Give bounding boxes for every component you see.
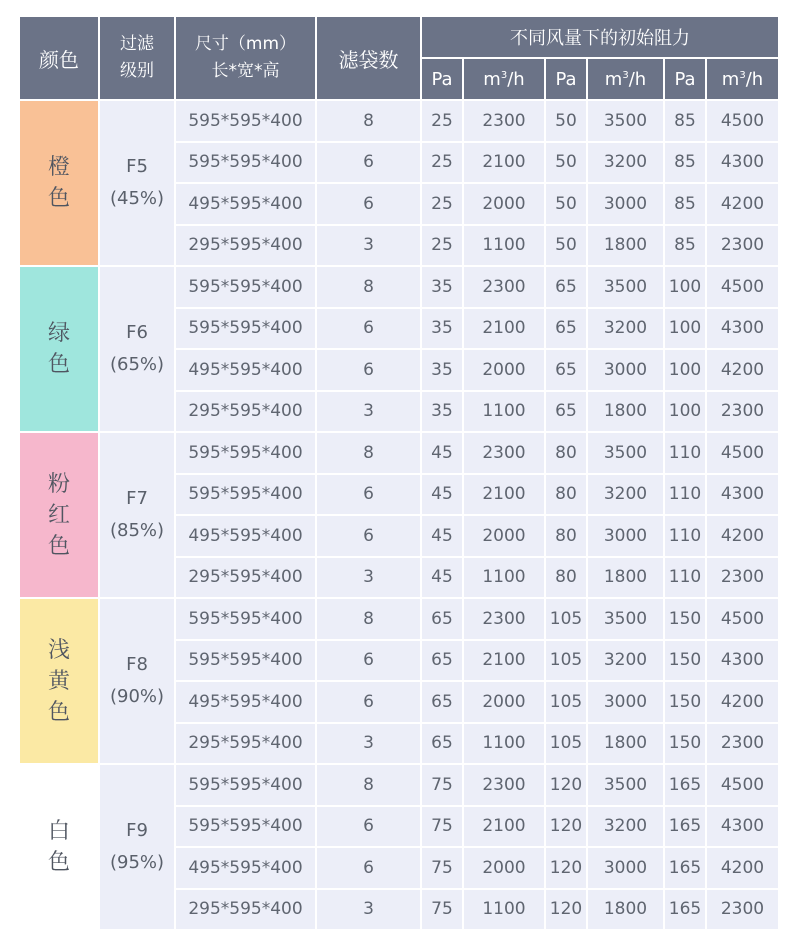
grade-name: F9 — [126, 820, 148, 841]
header-pa-1: Pa — [422, 59, 464, 101]
grade-efficiency: (95%) — [109, 852, 165, 873]
cell-pa2: 105 — [546, 641, 588, 683]
cell-size: 295*595*400 — [176, 392, 317, 434]
flow-unit-suffix: /h — [507, 68, 525, 90]
cell-bags: 6 — [317, 807, 422, 849]
color-char: 色 — [47, 352, 70, 377]
cell-f3: 4300 — [707, 143, 778, 185]
cell-f3: 4200 — [707, 848, 778, 890]
color-cell — [20, 599, 100, 765]
cell-bags: 3 — [317, 724, 422, 766]
cell-bags: 8 — [317, 599, 422, 641]
cell-pa1: 35 — [422, 309, 464, 351]
cell-f2: 3000 — [588, 184, 665, 226]
cell-bags: 6 — [317, 516, 422, 558]
cell-f2: 3500 — [588, 599, 665, 641]
color-cell — [20, 433, 100, 599]
cell-f3: 4300 — [707, 807, 778, 849]
cell-f3: 2300 — [707, 226, 778, 268]
cell-pa3: 165 — [665, 807, 707, 849]
flow-unit-sup: 3 — [622, 69, 629, 81]
cell-pa3: 100 — [665, 392, 707, 434]
cell-f1: 2300 — [464, 765, 546, 807]
cell-f2: 3200 — [588, 143, 665, 185]
table-body — [20, 101, 778, 931]
cell-f3: 4200 — [707, 184, 778, 226]
cell-pa3: 85 — [665, 226, 707, 268]
header-flow-3 — [707, 59, 778, 101]
cell-pa3: 150 — [665, 641, 707, 683]
cell-pa1: 35 — [422, 350, 464, 392]
cell-f1: 2300 — [464, 101, 546, 143]
cell-bags: 8 — [317, 267, 422, 309]
cell-f1: 2300 — [464, 267, 546, 309]
header-flow-2 — [588, 59, 665, 101]
grade-efficiency: (90%) — [109, 686, 165, 707]
flow-unit-suffix: /h — [628, 68, 647, 90]
cell-f1: 2100 — [464, 641, 546, 683]
cell-bags: 3 — [317, 226, 422, 268]
cell-size: 595*595*400 — [176, 101, 317, 143]
header-bags: 滤袋数 — [317, 17, 422, 101]
cell-pa2: 65 — [546, 350, 588, 392]
cell-pa2: 80 — [546, 475, 588, 517]
cell-f3: 4200 — [707, 682, 778, 724]
cell-pa1: 35 — [422, 392, 464, 434]
color-cell — [20, 765, 100, 931]
cell-f1: 2000 — [464, 516, 546, 558]
cell-f3: 2300 — [707, 558, 778, 600]
table-row — [20, 101, 778, 143]
cell-size: 495*595*400 — [176, 682, 317, 724]
grade-cell — [100, 267, 176, 433]
color-char: 绿 — [47, 321, 70, 346]
cell-bags: 8 — [317, 765, 422, 807]
cell-pa3: 165 — [665, 890, 707, 932]
cell-bags: 3 — [317, 890, 422, 932]
cell-pa1: 75 — [422, 807, 464, 849]
table-row — [20, 267, 778, 309]
cell-bags: 6 — [317, 309, 422, 351]
cell-f3: 4200 — [707, 516, 778, 558]
flow-unit-base: m — [721, 68, 740, 90]
cell-f2: 3500 — [588, 101, 665, 143]
cell-pa2: 120 — [546, 890, 588, 932]
cell-f3: 4300 — [707, 475, 778, 517]
flow-unit-base: m — [483, 68, 501, 90]
cell-pa3: 110 — [665, 475, 707, 517]
table-row — [20, 765, 778, 807]
cell-pa3: 110 — [665, 516, 707, 558]
cell-f2: 3200 — [588, 309, 665, 351]
color-char: 橙 — [47, 155, 70, 180]
cell-pa1: 25 — [422, 143, 464, 185]
cell-f2: 3000 — [588, 848, 665, 890]
cell-size: 295*595*400 — [176, 226, 317, 268]
flow-unit-sup: 3 — [739, 69, 746, 81]
header-grade-line1: 过滤 — [120, 34, 154, 54]
cell-pa2: 80 — [546, 516, 588, 558]
cell-size: 595*595*400 — [176, 765, 317, 807]
cell-f1: 2100 — [464, 475, 546, 517]
flow-unit-base: m — [604, 68, 623, 90]
header-pa-3: Pa — [665, 59, 707, 101]
cell-f3: 4500 — [707, 101, 778, 143]
cell-pa3: 100 — [665, 309, 707, 351]
cell-pa1: 75 — [422, 890, 464, 932]
cell-pa3: 110 — [665, 433, 707, 475]
cell-bags: 6 — [317, 641, 422, 683]
cell-f1: 2000 — [464, 184, 546, 226]
cell-f3: 4500 — [707, 267, 778, 309]
cell-size: 495*595*400 — [176, 848, 317, 890]
grade-name: F6 — [126, 322, 148, 343]
header-size — [176, 17, 317, 101]
cell-pa1: 65 — [422, 682, 464, 724]
cell-pa3: 110 — [665, 558, 707, 600]
grade-efficiency: (85%) — [109, 520, 165, 541]
cell-f2: 3200 — [588, 807, 665, 849]
cell-f3: 2300 — [707, 392, 778, 434]
header-resistance: 不同风量下的初始阻力 — [422, 17, 778, 59]
header-color: 颜色 — [20, 17, 100, 101]
cell-pa1: 35 — [422, 267, 464, 309]
cell-pa3: 150 — [665, 724, 707, 766]
cell-pa3: 165 — [665, 848, 707, 890]
cell-pa1: 75 — [422, 765, 464, 807]
color-char: 色 — [47, 186, 70, 211]
cell-pa2: 50 — [546, 226, 588, 268]
grade-cell — [100, 433, 176, 599]
cell-pa3: 85 — [665, 101, 707, 143]
cell-pa2: 105 — [546, 724, 588, 766]
cell-f2: 3000 — [588, 516, 665, 558]
cell-f2: 3500 — [588, 267, 665, 309]
header-pa-2: Pa — [546, 59, 588, 101]
cell-f1: 2100 — [464, 143, 546, 185]
cell-pa2: 65 — [546, 267, 588, 309]
table-header — [20, 17, 778, 101]
cell-pa3: 100 — [665, 267, 707, 309]
cell-size: 295*595*400 — [176, 724, 317, 766]
grade-cell — [100, 101, 176, 267]
cell-pa1: 25 — [422, 184, 464, 226]
cell-f3: 2300 — [707, 724, 778, 766]
cell-size: 495*595*400 — [176, 184, 317, 226]
table-row — [20, 433, 778, 475]
cell-pa1: 65 — [422, 641, 464, 683]
flow-unit-sup: 3 — [500, 69, 508, 81]
cell-bags: 8 — [317, 101, 422, 143]
cell-size: 595*595*400 — [176, 599, 317, 641]
cell-pa2: 120 — [546, 765, 588, 807]
cell-f1: 1100 — [464, 392, 546, 434]
grade-name: F7 — [126, 488, 148, 509]
grade-efficiency: (65%) — [109, 354, 165, 375]
flow-unit-suffix: /h — [745, 68, 764, 90]
cell-pa1: 75 — [422, 848, 464, 890]
cell-f2: 1800 — [588, 226, 665, 268]
cell-pa2: 65 — [546, 309, 588, 351]
cell-size: 495*595*400 — [176, 516, 317, 558]
cell-f1: 1100 — [464, 724, 546, 766]
cell-f2: 1800 — [588, 724, 665, 766]
cell-f1: 2000 — [464, 682, 546, 724]
header-grade — [100, 17, 176, 101]
cell-pa3: 85 — [665, 143, 707, 185]
cell-pa1: 65 — [422, 724, 464, 766]
cell-f2: 3500 — [588, 765, 665, 807]
cell-f1: 1100 — [464, 890, 546, 932]
header-grade-line2: 级别 — [120, 61, 154, 81]
header-size-line2: 长*宽*高 — [211, 61, 280, 81]
color-char: 色 — [47, 699, 70, 725]
cell-f2: 3000 — [588, 682, 665, 724]
cell-f3: 4300 — [707, 641, 778, 683]
cell-pa1: 25 — [422, 101, 464, 143]
cell-f2: 3200 — [588, 641, 665, 683]
cell-pa1: 45 — [422, 516, 464, 558]
cell-f2: 1800 — [588, 890, 665, 932]
cell-pa1: 45 — [422, 558, 464, 600]
cell-f1: 2000 — [464, 848, 546, 890]
cell-pa2: 50 — [546, 184, 588, 226]
cell-bags: 6 — [317, 475, 422, 517]
cell-f2: 3000 — [588, 350, 665, 392]
cell-f2: 3200 — [588, 475, 665, 517]
cell-f2: 3500 — [588, 433, 665, 475]
cell-f1: 2300 — [464, 599, 546, 641]
color-char: 黄 — [47, 668, 70, 694]
cell-pa2: 120 — [546, 848, 588, 890]
cell-bags: 6 — [317, 143, 422, 185]
cell-pa3: 150 — [665, 682, 707, 724]
cell-bags: 6 — [317, 682, 422, 724]
cell-size: 595*595*400 — [176, 475, 317, 517]
cell-size: 595*595*400 — [176, 433, 317, 475]
cell-f1: 2000 — [464, 350, 546, 392]
cell-f2: 1800 — [588, 558, 665, 600]
cell-size: 295*595*400 — [176, 890, 317, 932]
cell-pa1: 65 — [422, 599, 464, 641]
cell-bags: 6 — [317, 848, 422, 890]
cell-size: 495*595*400 — [176, 350, 317, 392]
table-row — [20, 599, 778, 641]
color-char: 粉 — [47, 471, 70, 497]
cell-size: 295*595*400 — [176, 558, 317, 600]
cell-size: 595*595*400 — [176, 641, 317, 683]
cell-size: 595*595*400 — [176, 807, 317, 849]
cell-f3: 4500 — [707, 765, 778, 807]
cell-pa2: 50 — [546, 101, 588, 143]
cell-pa2: 80 — [546, 433, 588, 475]
cell-pa2: 105 — [546, 682, 588, 724]
grade-cell — [100, 765, 176, 931]
cell-pa2: 120 — [546, 807, 588, 849]
cell-pa3: 150 — [665, 599, 707, 641]
color-char: 色 — [47, 533, 70, 559]
color-cell — [20, 267, 100, 433]
cell-f3: 4200 — [707, 350, 778, 392]
cell-f3: 4300 — [707, 309, 778, 351]
cell-pa1: 25 — [422, 226, 464, 268]
cell-size: 595*595*400 — [176, 309, 317, 351]
header-flow-1 — [464, 59, 546, 101]
cell-pa1: 45 — [422, 475, 464, 517]
cell-bags: 6 — [317, 184, 422, 226]
color-char: 色 — [47, 850, 70, 875]
cell-size: 595*595*400 — [176, 143, 317, 185]
cell-f3: 4500 — [707, 433, 778, 475]
cell-pa2: 65 — [546, 392, 588, 434]
color-char: 浅 — [47, 637, 70, 663]
cell-pa3: 100 — [665, 350, 707, 392]
filter-spec-table-container — [20, 17, 778, 931]
cell-f1: 2100 — [464, 807, 546, 849]
cell-pa1: 45 — [422, 433, 464, 475]
cell-f1: 1100 — [464, 226, 546, 268]
cell-f1: 1100 — [464, 558, 546, 600]
color-cell — [20, 101, 100, 267]
cell-pa3: 165 — [665, 765, 707, 807]
cell-pa2: 80 — [546, 558, 588, 600]
header-size-line1: 尺寸（mm） — [194, 34, 297, 54]
cell-f3: 2300 — [707, 890, 778, 932]
cell-bags: 8 — [317, 433, 422, 475]
cell-f1: 2300 — [464, 433, 546, 475]
cell-f2: 1800 — [588, 392, 665, 434]
grade-efficiency: (45%) — [109, 188, 165, 209]
cell-bags: 3 — [317, 392, 422, 434]
color-char: 白 — [47, 819, 70, 844]
filter-spec-table — [20, 17, 778, 931]
grade-name: F8 — [126, 654, 148, 675]
cell-f1: 2100 — [464, 309, 546, 351]
grade-name: F5 — [126, 156, 148, 177]
cell-bags: 3 — [317, 558, 422, 600]
cell-pa3: 85 — [665, 184, 707, 226]
cell-pa2: 105 — [546, 599, 588, 641]
grade-cell — [100, 599, 176, 765]
cell-bags: 6 — [317, 350, 422, 392]
cell-size: 595*595*400 — [176, 267, 317, 309]
cell-f3: 4500 — [707, 599, 778, 641]
cell-pa2: 50 — [546, 143, 588, 185]
color-char: 红 — [47, 502, 70, 528]
